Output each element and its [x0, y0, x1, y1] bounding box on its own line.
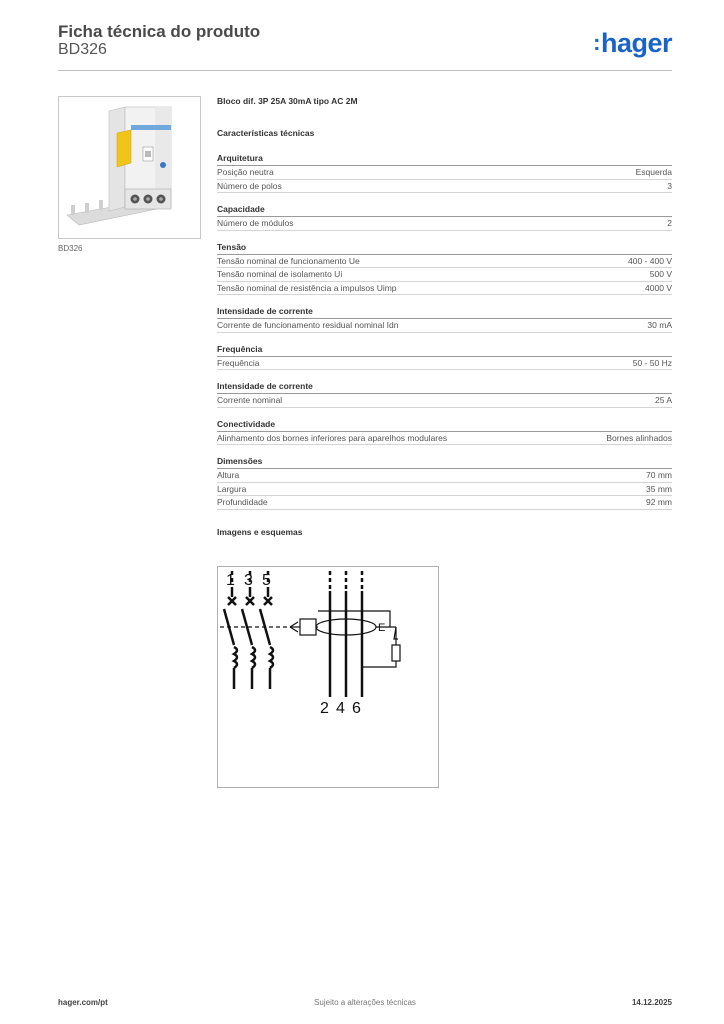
spec-label: Profundidade — [217, 497, 268, 507]
spec-label: Número de módulos — [217, 218, 294, 228]
spec-value: 92 mm — [646, 497, 672, 507]
spec-value: 4000 V — [645, 282, 672, 293]
spec-value: 500 V — [649, 269, 672, 279]
spec-value: 30 mA — [647, 320, 672, 330]
terminal-top-5: 5 — [262, 572, 271, 589]
spec-value: 2 — [667, 218, 672, 228]
spec-group-title: Dimensões — [217, 456, 672, 469]
spec-value: 3 — [667, 180, 672, 191]
images-title: Imagens e esquemas — [217, 526, 303, 537]
wiring-diagram — [217, 566, 439, 788]
spec-group — [217, 419, 672, 446]
spec-label: Frequência — [217, 357, 260, 368]
spec-label: Número de polos — [217, 180, 282, 191]
page-header — [58, 20, 672, 71]
spec-value: 70 mm — [646, 470, 672, 480]
spec-label: Largura — [217, 483, 247, 494]
spec-group — [217, 204, 672, 231]
terminal-bottom-6: 6 — [352, 700, 361, 717]
spec-row — [217, 319, 672, 333]
terminal-top-1: 1 — [226, 572, 235, 589]
spec-group — [217, 344, 672, 371]
spec-label: Altura — [217, 470, 240, 480]
footer-date: 14.12.2025 — [631, 998, 672, 1007]
spec-row — [217, 394, 672, 408]
spec-value: 25 A — [654, 395, 672, 405]
spec-value: 50 - 50 Hz — [632, 357, 672, 368]
spec-row — [217, 432, 672, 446]
spec-value: Esquerda — [635, 167, 672, 177]
product-name: Bloco dif. 3P 25A 30mA tipo AC 2M — [217, 96, 358, 106]
spec-label: Tensão nominal de resistência a impulsos Uimp — [217, 282, 397, 293]
spec-row — [217, 357, 672, 371]
specifications-title: Características técnicas — [217, 128, 315, 138]
spec-label: Alinhamento dos bornes inferiores para aparelhos modulares — [217, 432, 448, 443]
spec-label: Corrente de funcionamento residual nominal Idn — [217, 320, 399, 330]
website-link[interactable]: hager.com/pt — [58, 998, 108, 1007]
photo-caption: BD326 — [58, 244, 83, 253]
spec-row — [217, 255, 672, 269]
spec-group — [217, 306, 672, 333]
spec-group — [217, 242, 672, 296]
specifications-section — [217, 96, 672, 539]
spec-group — [217, 381, 672, 408]
spec-row — [217, 180, 672, 194]
document-title: Ficha técnica do produto — [58, 22, 261, 41]
spec-value: 35 mm — [646, 483, 672, 494]
spec-group — [217, 153, 672, 193]
spec-row — [217, 166, 672, 180]
wiring-diagram-icon — [218, 567, 438, 787]
spec-group-title: Tensão — [217, 242, 672, 255]
spec-label: Posição neutra — [217, 167, 274, 177]
spec-group-title: Capacidade — [217, 204, 672, 217]
terminal-top-3: 3 — [244, 572, 253, 589]
footer-note: Sujeito a alterações técnicas — [314, 998, 416, 1007]
spec-row — [217, 217, 672, 231]
spec-row — [217, 469, 672, 483]
spec-row — [217, 282, 672, 296]
hager-logo: :hager — [593, 28, 672, 58]
product-photo — [58, 96, 201, 239]
spec-value: Bornes alinhados — [606, 432, 672, 443]
spec-group — [217, 456, 672, 510]
spec-row — [217, 268, 672, 282]
terminal-bottom-2: 2 — [320, 700, 329, 717]
spec-group-title: Intensidade de corrente — [217, 381, 672, 394]
spec-label: Corrente nominal — [217, 395, 283, 405]
logo-text: hager — [600, 28, 672, 58]
spec-group-title: Frequência — [217, 344, 672, 357]
spec-groups — [217, 153, 672, 510]
spec-value: 400 - 400 V — [628, 255, 672, 266]
spec-row — [217, 496, 672, 510]
spec-group-title: Arquitetura — [217, 153, 672, 166]
spec-group-title: Conectividade — [217, 419, 672, 432]
spec-label: Tensão nominal de funcionamento Ue — [217, 255, 360, 266]
rcd-block-photo-icon — [59, 97, 200, 238]
spec-group-title: Intensidade de corrente — [217, 306, 672, 319]
terminal-bottom-4: 4 — [336, 700, 345, 717]
spec-label: Tensão nominal de isolamento Ui — [217, 269, 343, 279]
product-reference: BD326 — [58, 41, 107, 58]
test-button-label: E — [378, 622, 386, 634]
spec-row — [217, 483, 672, 497]
